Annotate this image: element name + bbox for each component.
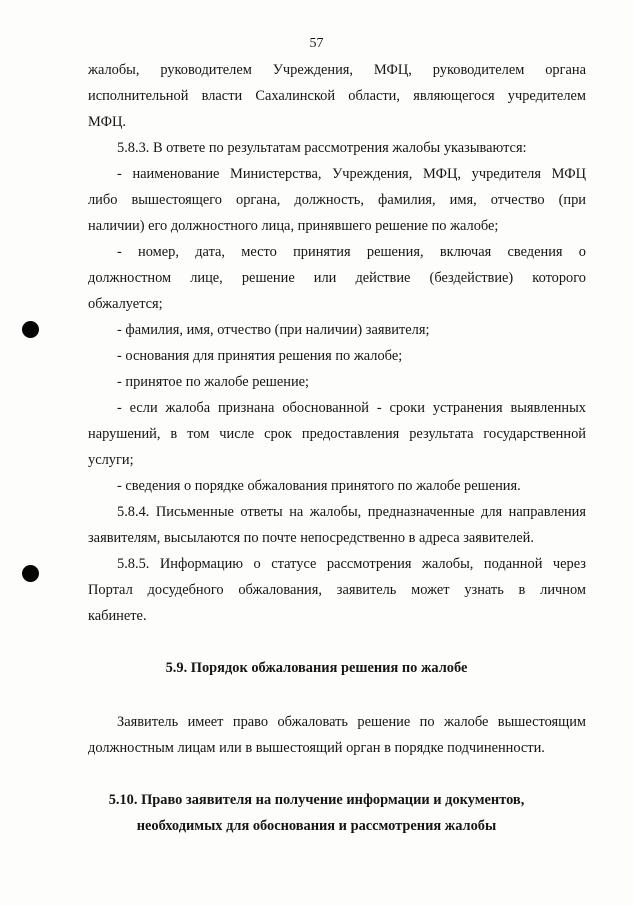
text-line: - сведения о порядке обжалования принятого по жалобе решения. xyxy=(117,478,521,494)
text-line: должностным лицам или в вышестоящий орган в порядке подчиненности. xyxy=(88,740,545,756)
text-line: кабинете. xyxy=(88,608,147,624)
text-line: МФЦ. xyxy=(88,114,126,130)
text-line: - если жалоба признана обоснованной - сроки устранения выявленных xyxy=(117,400,586,416)
page-number: 57 xyxy=(309,36,324,51)
text-line: Портал досудебного обжалования, заявитель может узнать в личном xyxy=(88,582,586,598)
punch-hole-mark xyxy=(22,321,39,338)
text-line: - номер, дата, место принятия решения, включая сведения о xyxy=(117,244,586,260)
text-line: услуги; xyxy=(88,452,134,468)
text-line: жалобы, руководителем Учреждения, МФЦ, руководителем органа xyxy=(88,62,586,78)
section-heading: необходимых для обоснования и рассмотрения жалобы xyxy=(136,818,497,834)
text-line: 5.8.4. Письменные ответы на жалобы, предназначенные для направления xyxy=(117,504,586,520)
text-line: Заявитель имеет право обжаловать решение по жалобе вышестоящим xyxy=(117,714,586,730)
text-line: нарушений, в том числе срок предоставления результата государственной xyxy=(88,426,586,442)
text-line: - основания для принятия решения по жалобе; xyxy=(117,348,403,364)
text-line: наличии) его должностного лица, принявшего решение по жалобе; xyxy=(88,218,499,234)
section-heading: 5.10. Право заявителя на получение информации и документов, xyxy=(108,792,525,808)
text-line: 5.8.5. Информацию о статусе рассмотрения жалобы, поданной через xyxy=(117,556,586,572)
text-line: либо вышестоящего органа, должность, фамилия, имя, отчество (при xyxy=(88,192,586,208)
text-line: - принятое по жалобе решение; xyxy=(117,374,310,390)
text-line: должностном лице, решение или действие (бездействие) которого xyxy=(88,270,586,286)
text-line: - наименование Министерства, Учреждения, МФЦ, учредителя МФЦ xyxy=(117,166,586,182)
section-heading: 5.9. Порядок обжалования решения по жалобе xyxy=(165,660,468,676)
text-line: 5.8.3. В ответе по результатам рассмотрения жалобы указываются: xyxy=(117,140,527,156)
text-line: исполнительной власти Сахалинской области, являющегося учредителем xyxy=(88,88,586,104)
punch-hole-mark xyxy=(22,565,39,582)
text-line: обжалуется; xyxy=(88,296,163,312)
text-line: заявителям, высылаются по почте непосредственно в адреса заявителей. xyxy=(88,530,534,546)
text-line: - фамилия, имя, отчество (при наличии) заявителя; xyxy=(117,322,430,338)
